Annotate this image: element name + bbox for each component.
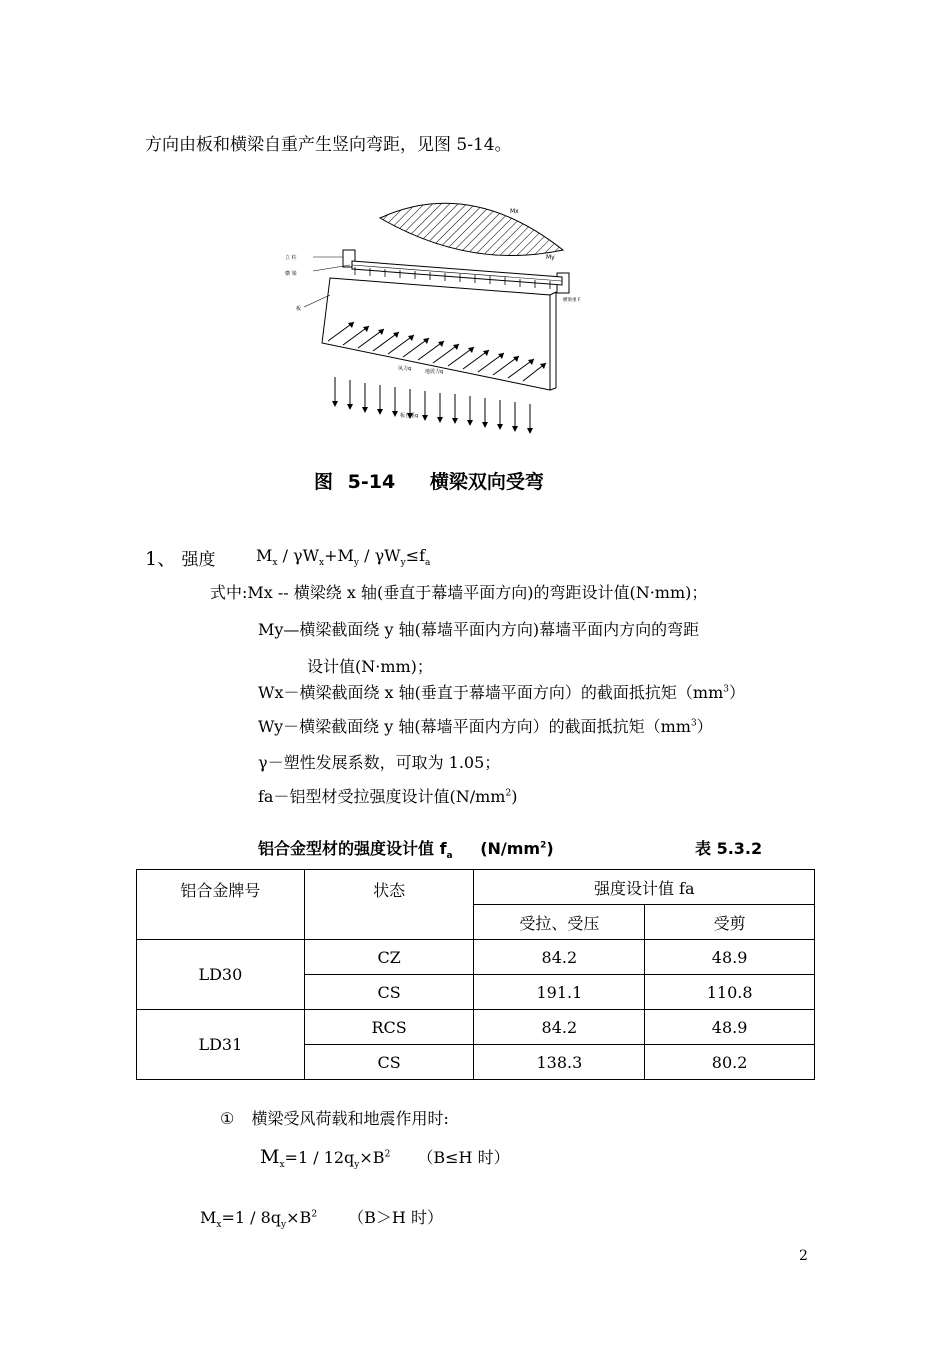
definition-fa-sup: 2 — [505, 788, 512, 799]
definition-my-line1: My—横梁截面绕 y 轴(幕墙平面内方向)幕墙平面内方向的弯距 — [258, 620, 700, 639]
definition-fa — [258, 784, 517, 807]
cell-tension: 191.1 — [474, 975, 645, 1010]
definition-wy-end: ） — [696, 717, 713, 736]
strength-formula — [256, 546, 430, 568]
eq2-condition: （B＞H 时） — [348, 1208, 443, 1227]
definition-wy-sup: 3 — [690, 718, 697, 729]
label-beam: 横 梁 — [285, 271, 297, 277]
eq1-end: ×B — [359, 1148, 385, 1167]
cell-temper: CS — [304, 1045, 474, 1080]
table-header-row — [137, 870, 815, 905]
definition-my-line2: 设计值(N·mm)； — [307, 657, 433, 676]
formula-part: +M — [324, 546, 354, 565]
formula-part: / γW — [364, 546, 401, 565]
table-row — [137, 940, 815, 975]
table-unit-sup: 2 — [540, 840, 547, 851]
definition-wx-text: Wx－横梁截面绕 x 轴(垂直于幕墙平面方向）的截面抵抗矩（mm — [258, 683, 724, 702]
label-column: 立 柱 — [285, 255, 297, 261]
cell-temper: CZ — [304, 940, 474, 975]
eq2-end: ×B — [286, 1208, 312, 1227]
header-strength: 强度设计值 fa — [474, 870, 815, 905]
cell-alloy: LD30 — [137, 940, 305, 1010]
figure-caption-prefix: 图 — [314, 471, 334, 493]
definition-wx-end: ） — [729, 683, 746, 702]
definition-gamma: γ－塑性发展系数，可取为 1.05； — [258, 753, 501, 772]
definition-wx — [258, 680, 745, 703]
formula-part: ≤f — [405, 546, 426, 565]
cell-shear: 48.9 — [645, 940, 815, 975]
cell-shear: 48.9 — [645, 1010, 815, 1045]
section-number: 1、 — [145, 548, 177, 570]
case1-text: 横梁受风荷载和地震作用时: — [251, 1109, 449, 1128]
eq2-mid-sub: y — [281, 1220, 287, 1231]
definition-fa-text: fa－铝型材受拉强度设计值(N/mm — [258, 787, 506, 806]
formula-sub: y — [353, 558, 360, 569]
cell-alloy: LD31 — [137, 1010, 305, 1080]
figure-caption — [314, 467, 544, 494]
table-title — [258, 836, 554, 861]
page-number: 2 — [799, 1248, 808, 1264]
eq1-condition: （B≤H 时） — [417, 1148, 510, 1167]
cell-temper: CS — [304, 975, 474, 1010]
label-panel-self-weight: 板自重q — [400, 413, 419, 419]
formula-sub: a — [425, 558, 431, 569]
moment-diagram — [380, 203, 563, 255]
formula-sub: x — [319, 558, 325, 569]
label-my: My — [546, 254, 555, 261]
cell-tension: 138.3 — [474, 1045, 645, 1080]
eq1-lhs-sub: x — [279, 1160, 285, 1171]
eq1-lhs: M — [260, 1146, 280, 1168]
table-unit: (N/mm — [480, 839, 541, 858]
definition-wy-text: Wy－横梁截面绕 y 轴(幕墙平面内方向）的截面抵抗矩（mm — [258, 717, 691, 736]
table-title-text: 铝合金型材的强度设计值 f — [258, 839, 447, 858]
moment-equation-1 — [260, 1145, 510, 1170]
figure-caption-number: 5-14 — [347, 471, 396, 493]
label-panel: 板 — [296, 306, 302, 312]
beam-bending-figure — [280, 195, 600, 435]
header-temper: 状态 — [304, 870, 474, 940]
cell-temper: RCS — [304, 1010, 474, 1045]
case1-marker: ① — [220, 1109, 235, 1128]
section-title: 强度 — [181, 550, 216, 570]
definition-wx-sup: 3 — [723, 684, 729, 695]
table-row — [137, 1010, 815, 1045]
label-beam-self-weight: 横梁重 F — [563, 298, 581, 303]
eq2-lhs: M — [200, 1208, 217, 1227]
eq1-mid-sub: y — [354, 1160, 360, 1171]
cell-tension: 84.2 — [474, 940, 645, 975]
label-seismic-load: 地震力q — [425, 369, 444, 375]
formula-sub: x — [272, 558, 278, 569]
definition-fa-end: ) — [511, 787, 518, 806]
eq1-mid: =1 / 12q — [284, 1148, 355, 1167]
cell-tension: 84.2 — [474, 1010, 645, 1045]
eq2-end-sup: 2 — [311, 1209, 318, 1220]
figure-caption-title: 横梁双向受弯 — [429, 471, 544, 493]
cell-shear: 110.8 — [645, 975, 815, 1010]
strength-table — [136, 869, 815, 1080]
eq2-lhs-sub: x — [216, 1220, 222, 1231]
header-alloy: 铝合金牌号 — [137, 870, 305, 940]
intro-text: 方向由板和横梁自重产生竖向弯距，见图 5-14。 — [145, 135, 512, 155]
eq2-mid: =1 / 8q — [221, 1208, 282, 1227]
case1-line — [220, 1106, 449, 1129]
header-tension: 受拉、受压 — [474, 905, 645, 940]
moment-equation-2 — [200, 1205, 443, 1230]
header-shear: 受剪 — [645, 905, 815, 940]
label-mx: Mx — [510, 208, 519, 215]
section-heading — [145, 544, 216, 571]
table-title-sub: a — [446, 851, 453, 862]
label-wind-load: 风力q — [398, 366, 412, 372]
table-unit-end: ) — [546, 839, 554, 858]
cell-shear: 80.2 — [645, 1045, 815, 1080]
definition-mx: 式中:Mx -- 横梁绕 x 轴(垂直于幕墙平面方向)的弯距设计值(N·mm)； — [210, 583, 708, 602]
formula-part: M — [256, 546, 273, 565]
table-number: 表 5.3.2 — [695, 839, 763, 858]
formula-sub: y — [400, 558, 406, 569]
formula-part: / γW — [282, 546, 320, 565]
eq1-end-sup: 2 — [384, 1149, 391, 1160]
definition-wy — [258, 714, 713, 737]
panel-self-weight-arrows — [335, 377, 530, 430]
